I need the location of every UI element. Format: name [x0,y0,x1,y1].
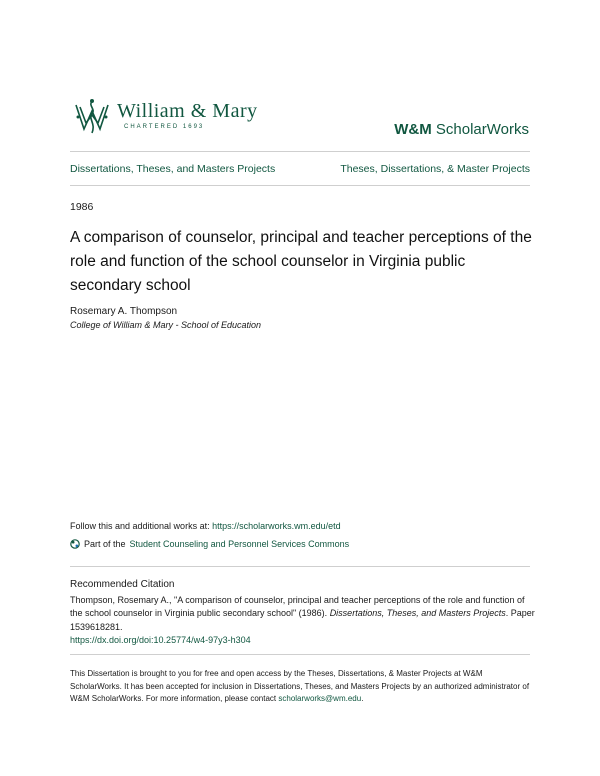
nav-divider [70,185,530,186]
doi-link[interactable]: https://dx.doi.org/doi:10.25774/w4-97y3-h304 [70,635,251,646]
citation-heading: Recommended Citation [70,579,175,590]
part-of-prefix: Part of the [84,539,126,549]
follow-line [70,521,341,531]
access-notice-text: This Dissertation is brought to you for free and open access by the Theses, Dissertations, & Master Projects at W&M ScholarWorks. It has been accepted for inclusion in Dissertations, Theses, and Masters Projects by an authorized administrator of W&M ScholarWorks. For more information, please contact [70,669,530,704]
contact-email-link[interactable]: scholarworks@wm.edu [278,694,362,704]
part-of-line [70,539,349,549]
citation-paper-number: . Paper 1539618281. [70,608,535,632]
commons-link[interactable]: Student Counseling and Personnel Services Commons [129,539,350,549]
citation-main: Thompson, Rosemary A., "A comparison of counselor, principal and teacher perceptions of the role and function of the school counselor in Virginia public secondary school" (1986). [70,595,525,619]
repository-brand: W&M [394,121,432,138]
publication-year: 1986 [70,201,94,213]
collection-link-right[interactable]: Theses, Dissertations, & Master Projects [340,163,530,175]
access-notice [70,668,536,706]
access-notice-end: . [361,694,364,704]
follow-url-link[interactable]: https://scholarworks.wm.edu/etd [212,521,341,531]
author-affiliation: College of William & Mary - School of Education [70,320,261,330]
citation-series: Dissertations, Theses, and Masters Projects [329,608,506,619]
repository-title[interactable] [394,121,529,138]
logo-wordmark: William & Mary [117,100,258,122]
commons-network-icon [70,539,80,549]
footer-divider [70,654,530,655]
collection-link-left[interactable]: Dissertations, Theses, and Masters Projects [70,163,276,175]
citation-text [70,594,536,648]
cypher-emblem-icon [72,97,112,137]
logo-subtitle: CHARTERED 1693 [124,124,205,130]
paper-title: A comparison of counselor, principal and teacher perceptions of the role and function of the school counselor in Virginia public secondary school [70,229,532,294]
header-divider [70,151,530,152]
william-mary-logo[interactable] [72,97,287,137]
citation-divider [70,566,530,567]
repository-name: ScholarWorks [435,121,529,138]
author-name: Rosemary A. Thompson [70,306,178,317]
follow-prefix: Follow this and additional works at: [70,521,213,531]
